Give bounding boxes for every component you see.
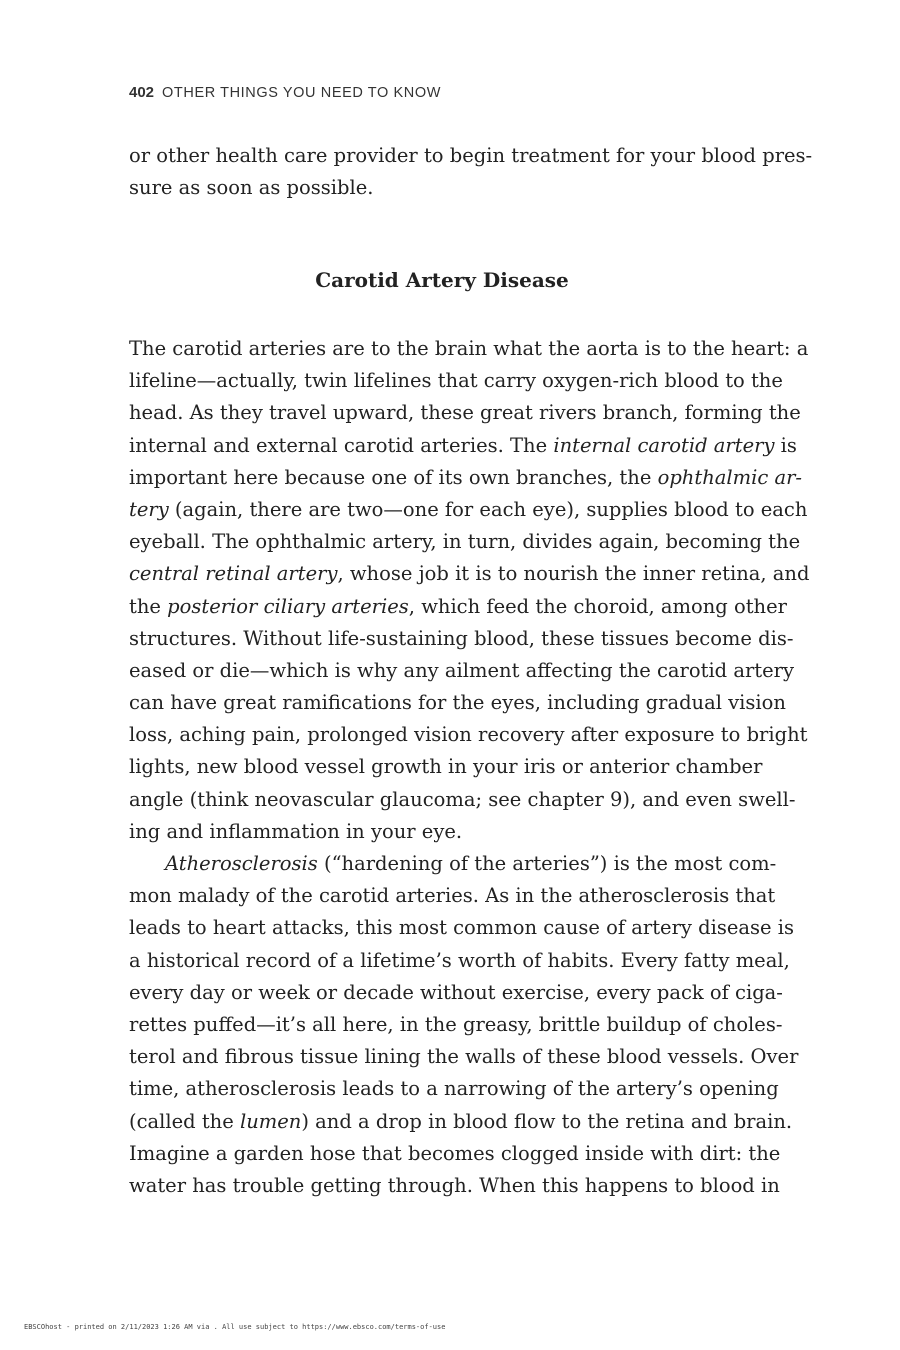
text-line bbox=[129, 1106, 793, 1138]
text-line bbox=[129, 1041, 799, 1073]
text-line bbox=[129, 430, 797, 462]
text-run: structures. Without life-sustaining blood, these tissues become dis- bbox=[129, 626, 794, 650]
text-line bbox=[129, 848, 777, 880]
text-line bbox=[129, 784, 796, 816]
text-line bbox=[129, 494, 808, 526]
text-line bbox=[129, 655, 795, 687]
text-line bbox=[129, 333, 809, 365]
text-line bbox=[129, 1073, 779, 1105]
text-line bbox=[129, 1170, 780, 1202]
text-line bbox=[129, 591, 787, 623]
text-run: , which feed the choroid, among other bbox=[408, 594, 787, 618]
text-run: lights, new blood vessel growth in your iris or anterior chamber bbox=[129, 755, 763, 779]
section-body bbox=[129, 333, 810, 1202]
text-run: internal and external carotid arteries. The bbox=[129, 433, 554, 457]
text-run: (“hardening of the arteries”) is the most com- bbox=[317, 852, 777, 875]
running-title: OTHER THINGS YOU NEED TO KNOW bbox=[162, 85, 442, 101]
text-run: The carotid arteries are to the brain what the aorta is to the heart: a bbox=[129, 337, 809, 360]
text-run: a historical record of a lifetime’s worth of habits. Every fatty meal, bbox=[129, 948, 790, 972]
text-run: is bbox=[774, 433, 797, 457]
text-line bbox=[129, 816, 755, 848]
text-run: time, atherosclerosis leads to a narrowing of the artery’s opening bbox=[129, 1077, 779, 1101]
text-run: lifeline—actually, twin lifelines that carry oxygen-rich blood to the bbox=[129, 369, 783, 393]
text-run: can have great ramifications for the eyes, including gradual vision bbox=[129, 691, 786, 715]
text-run: important here because one of its own branches, the bbox=[129, 465, 658, 489]
italic-term: internal carotid artery bbox=[553, 433, 775, 457]
running-header bbox=[129, 84, 441, 101]
text-line bbox=[129, 462, 802, 494]
text-run: Imagine a garden hose that becomes clogged inside with dirt: the bbox=[129, 1141, 781, 1165]
text-line bbox=[129, 751, 763, 783]
text-line: or other health care provider to begin treatment for your blood pres- bbox=[129, 144, 813, 167]
text-run: head. As they travel upward, these great rivers branch, forming the bbox=[129, 401, 801, 425]
text-line bbox=[129, 558, 810, 590]
text-line bbox=[129, 365, 783, 397]
text-line: sure as soon as possible. bbox=[129, 176, 374, 200]
text-line bbox=[129, 397, 801, 429]
italic-term: posterior ciliary arteries bbox=[167, 594, 409, 618]
text-run: eyeball. The ophthalmic artery, in turn, divides again, becoming the bbox=[129, 530, 801, 554]
text-line bbox=[129, 977, 783, 1009]
text-run: ) and a drop in blood flow to the retina and brain. bbox=[301, 1109, 793, 1133]
text-run: (again, there are two—one for each eye), supplies blood to each bbox=[168, 497, 808, 521]
text-line bbox=[129, 687, 786, 719]
text-run: eased or die—which is why any ailment affecting the carotid artery bbox=[129, 658, 795, 682]
section-heading: Carotid Artery Disease bbox=[315, 268, 569, 292]
text-run: the bbox=[129, 594, 168, 618]
text-run: rettes puffed—it’s all here, in the greasy, brittle buildup of choles- bbox=[129, 1012, 783, 1036]
text-run: , whose job it is to nourish the inner retina, and bbox=[337, 562, 810, 586]
text-line bbox=[129, 1138, 781, 1170]
text-line bbox=[129, 526, 801, 558]
text-run: every day or week or decade without exercise, every pack of ciga- bbox=[129, 980, 783, 1004]
text-line bbox=[129, 623, 794, 655]
italic-term: lumen bbox=[239, 1109, 302, 1133]
text-run: terol and fibrous tissue lining the walls of these blood vessels. Over bbox=[129, 1045, 799, 1069]
text-run: loss, aching pain, prolonged vision recovery after exposure to bright bbox=[129, 723, 808, 747]
text-line bbox=[129, 719, 808, 751]
italic-term: central retinal artery bbox=[129, 562, 338, 586]
footer-notice: EBSCOhost - printed on 2/11/2023 1:26 AM via . All use subject to https://www.ebsco.com/terms-of-use bbox=[24, 1323, 446, 1331]
text-run: (called the bbox=[129, 1109, 240, 1133]
text-run: mon malady of the carotid arteries. As in the atherosclerosis that bbox=[129, 884, 776, 908]
text-line bbox=[129, 945, 790, 977]
text-run: ing and inflammation in your eye. bbox=[129, 819, 463, 843]
italic-term: tery bbox=[129, 497, 169, 521]
intro-paragraph bbox=[129, 140, 813, 204]
text-run: angle (think neovascular glaucoma; see chapter 9), and even swell- bbox=[129, 787, 796, 811]
text-line bbox=[129, 912, 795, 944]
text-run: water has trouble getting through. When this happens to blood in bbox=[129, 1173, 780, 1197]
text-line bbox=[129, 880, 776, 912]
text-run: leads to heart attacks, this most common cause of artery disease is bbox=[129, 916, 795, 940]
text-line bbox=[129, 1009, 783, 1041]
italic-term: ophthalmic ar- bbox=[657, 465, 802, 489]
italic-term: Atherosclerosis bbox=[165, 852, 318, 875]
page-number: 402 bbox=[129, 84, 155, 101]
